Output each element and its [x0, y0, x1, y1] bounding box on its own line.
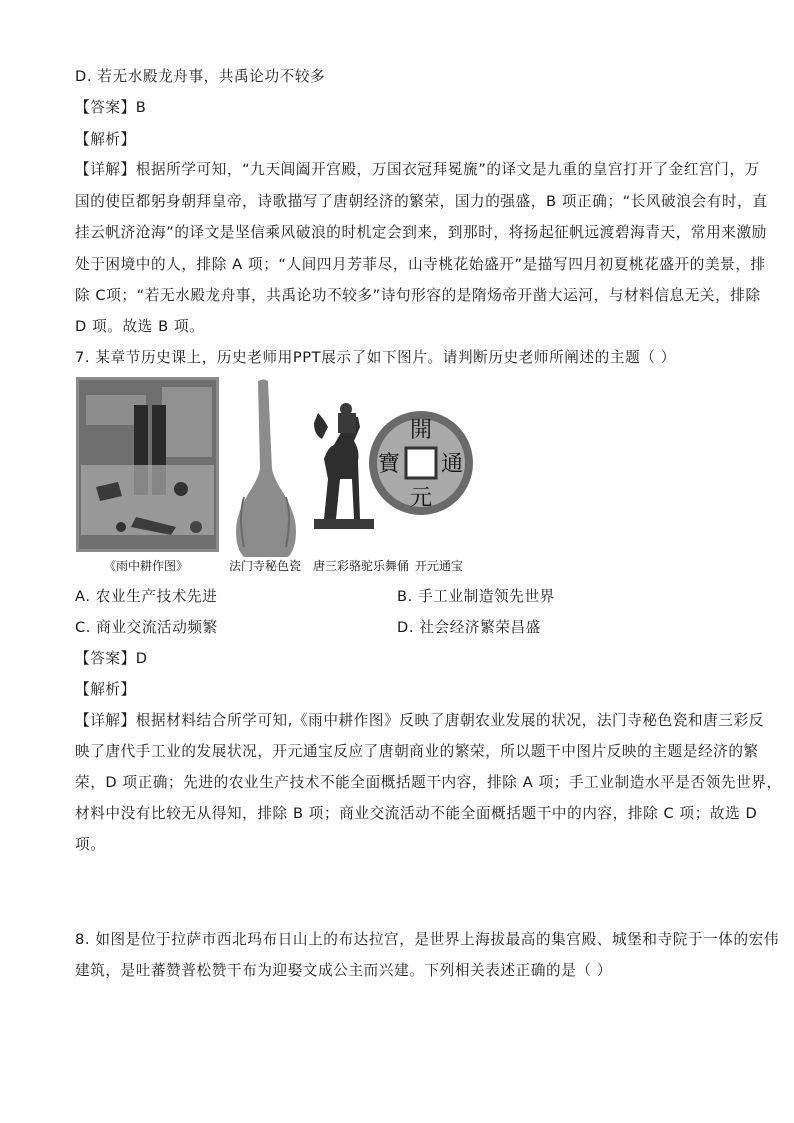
- q7-detail-line: 映了唐代手工业的发展状况，开元通宝反应了唐朝商业的繁荣，所以题干中图片反映的主题是经济的繁: [75, 743, 759, 760]
- q6-detail-line: 挂云帆济沧海”的译文是坚信乘风破浪的时机定会到来，到那时，将扬起征帆远渡碧海青天，常用来激励: [75, 224, 767, 241]
- coin-character: 元: [409, 486, 433, 511]
- q8-stem-line: 建筑，是吐蕃赞普松赞干布为迎娶文成公主而兴建。下列相关表述正确的是（ ）: [75, 962, 613, 979]
- figure-caption: 法门寺秘色瓷: [228, 559, 302, 573]
- q7-figure: [76, 377, 476, 575]
- q7-analysis-label: 【解析】: [75, 681, 136, 698]
- rain-farming-painting-image: [76, 377, 219, 552]
- q7-detail-line: 项。: [75, 836, 106, 853]
- q6-detail-line: 【详解】根据所学可知，“九天阊阖开宫殿，万国衣冠拜冕旒”的译文是九重的皇宫打开了金红宫门，万: [75, 161, 760, 178]
- q8-stem-line: 8. 如图是位于拉萨市西北玛布日山上的布达拉宫，是世界上海拔最高的集宫殿、城堡和寺院于一体的宏伟: [75, 931, 780, 948]
- q6-detail-line: D 项。故选 B 项。: [75, 318, 205, 335]
- coin-character: 寶: [377, 452, 401, 477]
- q6-detail-line: 除 C项；“若无水殿龙舟事，共禹论功不较多”诗句形容的是隋炀帝开凿大运河，与材料信息无关，排除: [75, 287, 761, 304]
- figure-caption: 唐三彩骆驼乐舞俑: [312, 559, 410, 573]
- q7-detail-line: 材料中没有比较无从得知，排除 B 项；商业交流活动不能全面概括题干中的内容，排除 C 项；故选 D: [75, 805, 758, 822]
- figure-caption: 开元通宝: [414, 559, 464, 573]
- coin-character: 通: [440, 452, 464, 477]
- q7-option-c: C. 商业交流活动频繁: [75, 619, 218, 636]
- secret-color-porcelain-vase-image: [236, 380, 296, 558]
- figure-caption: 《雨中耕作图》: [103, 559, 189, 573]
- kaiyuan-tongbao-coin-image: [369, 411, 473, 515]
- coin-character: 開: [409, 418, 433, 443]
- q7-option-d: D. 社会经济繁荣昌盛: [397, 619, 541, 636]
- q6-option-d: D. 若无水殿龙舟事，共禹论功不较多: [75, 68, 326, 85]
- q6-analysis-label: 【解析】: [75, 131, 136, 148]
- q7-stem: 7. 某章节历史课上，历史老师用PPT展示了如下图片。请判断历史老师所阐述的主题（ ）: [75, 349, 676, 366]
- q6-detail-line: 国的使臣都躬身朝拜皇帝，诗歌描写了唐朝经济的繁荣，国力的强盛，B 项正确；“长风破浪会有时，直: [75, 193, 768, 210]
- tricolor-camel-figurine-image: [314, 403, 374, 529]
- q6-detail-line: 处于困境中的人，排除 A 项；“人间四月芳菲尽，山寺桃花始盛开”是描写四月初夏桃花盛开的美景，排: [75, 256, 766, 273]
- q7-detail-line: 荣，D 项正确；先进的农业生产技术不能全面概括题干内容，排除 A 项；手工业制造水平是否领先世界，: [75, 774, 782, 791]
- q7-option-b: B. 手工业制造领先世界: [397, 588, 555, 605]
- q7-detail-line: 【详解】根据材料结合所学可知,《雨中耕作图》反映了唐朝农业发展的状况，法门寺秘色瓷和唐三彩反: [75, 712, 764, 729]
- q7-option-a: A. 农业生产技术先进: [75, 588, 218, 605]
- q7-answer: 【答案】D: [75, 650, 148, 667]
- q6-answer: 【答案】B: [75, 99, 147, 116]
